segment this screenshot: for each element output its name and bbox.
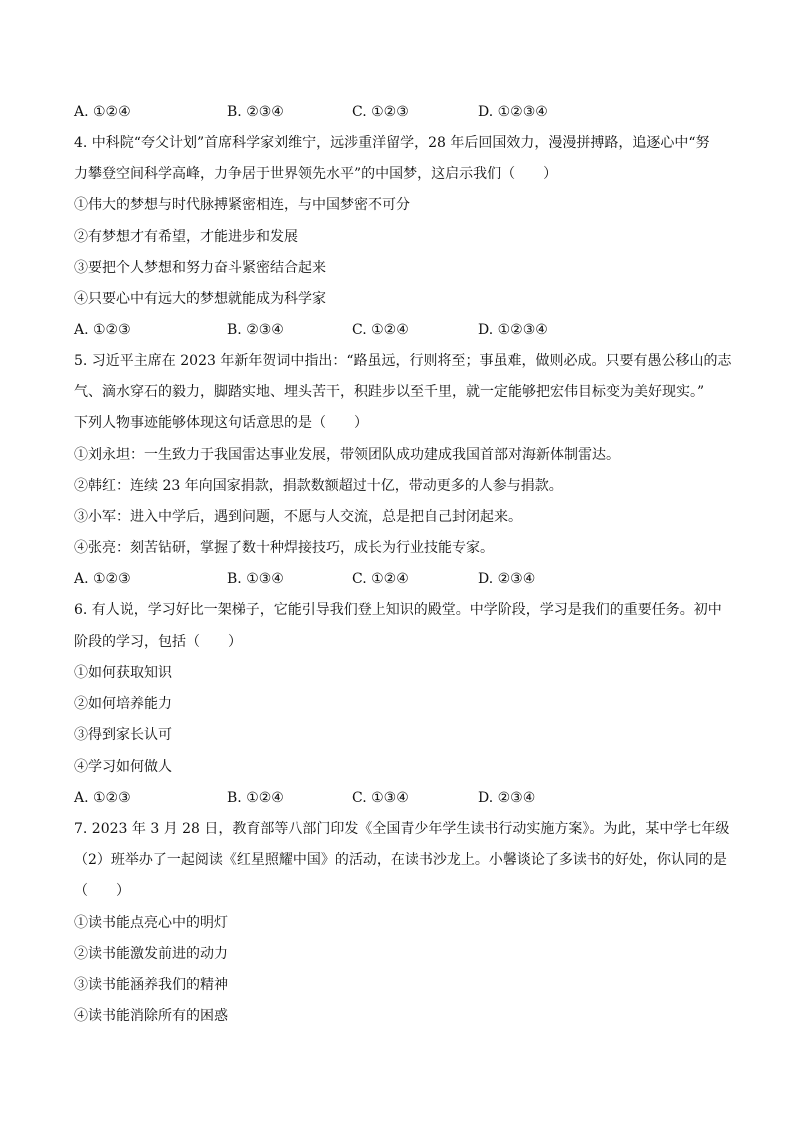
option-c: C. ①②④ <box>352 322 409 338</box>
q7-stem-line-1: 7. 2023 年 3 月 28 日，教育部等八部门印发《全国青少年学生读书行动实施方案》。为此，某中学七年级 <box>74 821 730 837</box>
option-d: D. ②③④ <box>478 571 536 587</box>
q5-options <box>74 568 734 590</box>
q7-item-4: ④读书能消除所有的困惑 <box>74 1008 228 1024</box>
q5-item-4: ④张亮：刻苦钻研，掌握了数十种焊接技巧，成长为行业技能专家。 <box>74 540 494 556</box>
option-b: B. ②③④ <box>227 104 284 120</box>
q4-item-4: ④只要心中有远大的梦想就能成为科学家 <box>74 291 326 307</box>
q4-item-1: ①伟大的梦想与时代脉搏紧密相连，与中国梦密不可分 <box>74 197 410 213</box>
option-c: C. ①②④ <box>352 571 409 587</box>
option-d: D. ①②③④ <box>478 104 548 120</box>
option-c: C. ①②③ <box>352 104 409 120</box>
q6-options <box>74 787 734 809</box>
q4-stem-line-1: 4. 中科院“夸父计划”首席科学家刘维宁，远涉重洋留学，28 年后回国效力，漫漫拼搏路，追逐心中“努 <box>74 135 710 151</box>
q4-item-3: ③要把个人梦想和努力奋斗紧密结合起来 <box>74 260 326 276</box>
q6-item-4: ④学习如何做人 <box>74 759 172 775</box>
q5-stem-line-2: 气、滴水穿石的毅力，脚踏实地、埋头苦干，积跬步以至千里，就一定能够把宏伟目标变为美好现实。” <box>74 384 705 400</box>
q4-options <box>74 319 734 341</box>
option-a: A. ①②③ <box>74 322 131 338</box>
option-d: D. ①②③④ <box>478 322 548 338</box>
q5-stem-line-1: 5. 习近平主席在 2023 年新年贺词中指出：“路虽远，行则将至；事虽难，做则必成。只要有愚公移山的志 <box>74 353 732 369</box>
q7-item-3: ③读书能涵养我们的精神 <box>74 977 228 993</box>
q7-item-1: ①读书能点亮心中的明灯 <box>74 915 228 931</box>
q5-item-3: ③小军：进入中学后，遇到问题，不愿与人交流，总是把自己封闭起来。 <box>74 509 522 525</box>
option-b: B. ②③④ <box>227 322 284 338</box>
option-a: A. ①②③ <box>74 790 131 806</box>
q4-stem-line-2: 力攀登空间科学高峰，力争居于世界领先水平”的中国梦，这启示我们（ ） <box>74 166 558 182</box>
q7-stem-line-3: （ ） <box>74 883 130 899</box>
q6-stem-line-2: 阶段的学习，包括（ ） <box>74 634 242 650</box>
q4-item-2: ②有梦想才有希望，才能进步和发展 <box>74 229 298 245</box>
q6-stem-line-1: 6. 有人说，学习好比一架梯子，它能引导我们登上知识的殿堂。中学阶段，学习是我们的重要任务。初中 <box>74 602 722 618</box>
prev-question-options <box>74 101 734 123</box>
q6-item-3: ③得到家长认可 <box>74 727 172 743</box>
option-b: B. ①②④ <box>227 790 284 806</box>
option-b: B. ①③④ <box>227 571 284 587</box>
q5-item-1: ①刘永坦：一生致力于我国雷达事业发展，带领团队成功建成我国首部对海新体制雷达。 <box>74 447 620 463</box>
option-a: A. ①②④ <box>74 104 131 120</box>
q6-item-2: ②如何培养能力 <box>74 696 172 712</box>
q7-item-2: ②读书能激发前进的动力 <box>74 946 228 962</box>
q5-stem-line-3: 下列人物事迹能够体现这句话意思的是（ ） <box>74 415 368 431</box>
q6-item-1: ①如何获取知识 <box>74 665 172 681</box>
option-c: C. ①③④ <box>352 790 409 806</box>
q5-item-2: ②韩红：连续 23 年向国家捐款，捐款数额超过十亿，带动更多的人参与捐款。 <box>74 478 563 494</box>
q7-stem-line-2: （2）班举办了一起阅读《红星照耀中国》的活动，在读书沙龙上。小馨谈论了多读书的好处，你认同的是 <box>74 852 727 868</box>
option-d: D. ②③④ <box>478 790 536 806</box>
option-a: A. ①②③ <box>74 571 131 587</box>
